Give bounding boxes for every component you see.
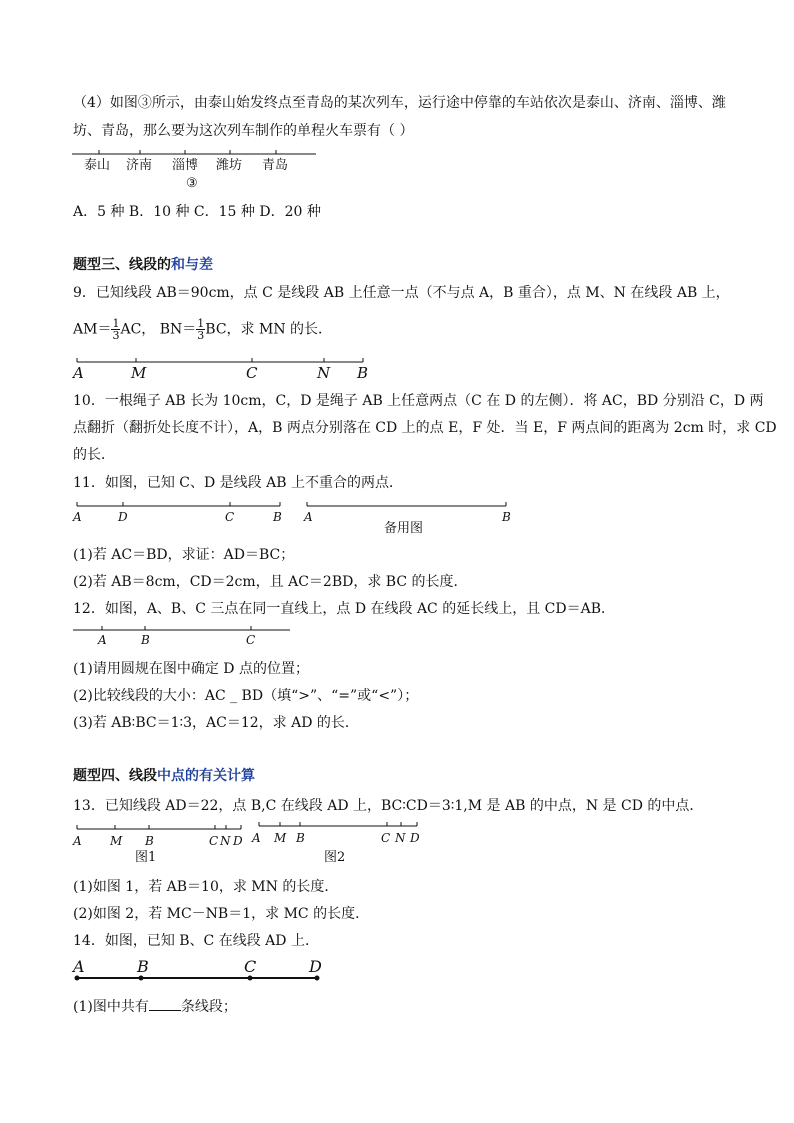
point-label: M (274, 831, 287, 845)
figure-caption: 图2 (324, 850, 346, 865)
point-label: N (395, 831, 406, 845)
figure-caption: 图1 (135, 850, 157, 865)
point-label: D (233, 834, 243, 848)
section-heading-emphasis: 中点的有关计算 (157, 768, 255, 784)
q9-bn: BN＝ (159, 321, 197, 338)
point-label: M (110, 834, 123, 848)
q12-part-1: (1)请用圆规在图中确定 D 点的位置； (73, 661, 309, 677)
point-label: A (73, 364, 84, 382)
q12-part-2: (2)比较线段的大小：AC _ BD（填“>”、“=”或“<”）； (73, 688, 419, 704)
q9-bc: BC，求 MN 的长． (205, 321, 333, 338)
answer-blank[interactable] (149, 996, 181, 1011)
point-label: B (357, 364, 369, 382)
section-heading-prefix: 题型三、线段的 (73, 257, 171, 273)
point-label: A (304, 510, 313, 524)
point-label: A (73, 957, 85, 976)
fraction: $\frac{1}{3}$ (112, 317, 120, 342)
station-label: 济南 (126, 158, 153, 173)
q14-line-1: 14．如图，已知 B、C 在线段 AD 上． (73, 933, 319, 949)
point-label: D (118, 510, 128, 524)
q4-options: A．5 种 B．10 种 C．15 种 D．20 种 (73, 204, 321, 220)
point-label: B (296, 831, 305, 845)
q10-line-3: 的长． (73, 447, 115, 463)
section-4-heading (73, 767, 255, 785)
q4-line-1: （4）如图③所示，由泰山始发终点至青岛的某次列车，运行途中停靠的车站依次是泰山、济南、淄博、潍 (73, 95, 726, 111)
section-3-heading (73, 256, 213, 274)
section-heading-prefix: 题型四、线段 (73, 768, 157, 784)
point-label: A (73, 834, 82, 848)
point-label: N (317, 364, 331, 382)
fraction: $\frac{1}{3}$ (197, 317, 205, 342)
station-label: 淄博 (172, 158, 199, 173)
point-label: C (244, 957, 257, 976)
q4-line-2: 坊、青岛，那么要为这次列车制作的单程火车票有（ ） (73, 123, 414, 139)
point-label: N (220, 834, 231, 848)
station-label: 潍坊 (216, 158, 243, 173)
point-label: B (273, 510, 282, 524)
q11-spare-figure (304, 501, 514, 511)
point-label: C (225, 510, 235, 524)
point-label: C (209, 834, 219, 848)
q9-line-1: 9．已知线段 AB＝90cm，点 C 是线段 AB 上任意一点（不与点 A，B 重合），点 M、N 在线段 AB 上， (73, 285, 730, 301)
figure-caption: 备用图 (384, 521, 424, 536)
q11-part-1: (1)若 AC＝BD，求证：AD＝BC； (73, 547, 295, 563)
q9-line-2 (73, 318, 332, 341)
figure-number: ③ (186, 176, 198, 191)
q11-segment-figure (73, 501, 293, 511)
q9-am: AM＝ (73, 321, 112, 338)
point-label: B (145, 834, 154, 848)
point-label: C (246, 633, 256, 647)
q13-figure-1 (73, 824, 248, 834)
q13-figure-2 (254, 821, 424, 831)
point-label: D (410, 831, 420, 845)
q12-line-1: 12．如图，A、B、C 三点在同一直线上，点 D 在线段 AC 的延长线上，且 CD＝AB． (73, 601, 616, 617)
q14-segment-figure (73, 974, 323, 982)
point-label: D (309, 957, 322, 976)
point-label: C (381, 831, 391, 845)
q10-line-2: 点翻折（翻折处长度不计），A，B 两点分别落在 CD 上的点 E，F 处．当 E，F 两点间的距离为 2cm 时，求 CD (73, 420, 777, 436)
point-label: M (131, 364, 147, 382)
point-label: B (502, 510, 511, 524)
point-label: A (98, 633, 107, 647)
q13-line-1: 13．已知线段 AD＝22，点 B,C 在线段 AD 上，BC∶CD＝3∶1,M 是 AB 的中点，N 是 CD 的中点． (73, 798, 704, 814)
point-label: B (137, 957, 149, 976)
q9-ac: AC， (120, 321, 156, 338)
station-label: 青岛 (262, 158, 289, 173)
q11-line-1: 11．如图，已知 C、D 是线段 AB 上不重合的两点． (73, 475, 403, 491)
q10-line-1: 10．一根绳子 AB 长为 10cm，C，D 是绳子 AB 上任意两点（C 在 D 的左侧）．将 AC，BD 分别沿 C，D 两 (73, 393, 764, 409)
station-label: 泰山 (84, 158, 111, 173)
q14-part-1-suffix: 条线段； (180, 999, 237, 1015)
q14-part-1 (73, 996, 237, 1016)
q13-part-1: (1)如图 1，若 AB＝10，求 MN 的长度． (73, 879, 339, 895)
point-label: A (252, 831, 261, 845)
point-label: B (141, 633, 150, 647)
q13-part-2: (2)如图 2，若 MC－NB＝1，求 MC 的长度． (73, 906, 370, 922)
point-label: A (73, 510, 82, 524)
section-heading-emphasis: 和与差 (171, 257, 213, 273)
q11-part-2: (2)若 AB＝8cm，CD＝2cm，且 AC＝2BD，求 BC 的长度． (73, 574, 468, 590)
q14-part-1-prefix: (1)图中共有 (73, 999, 149, 1015)
point-label: C (246, 364, 258, 382)
q12-part-3: (3)若 AB∶BC＝1∶3，AC＝12，求 AD 的长． (73, 715, 359, 731)
